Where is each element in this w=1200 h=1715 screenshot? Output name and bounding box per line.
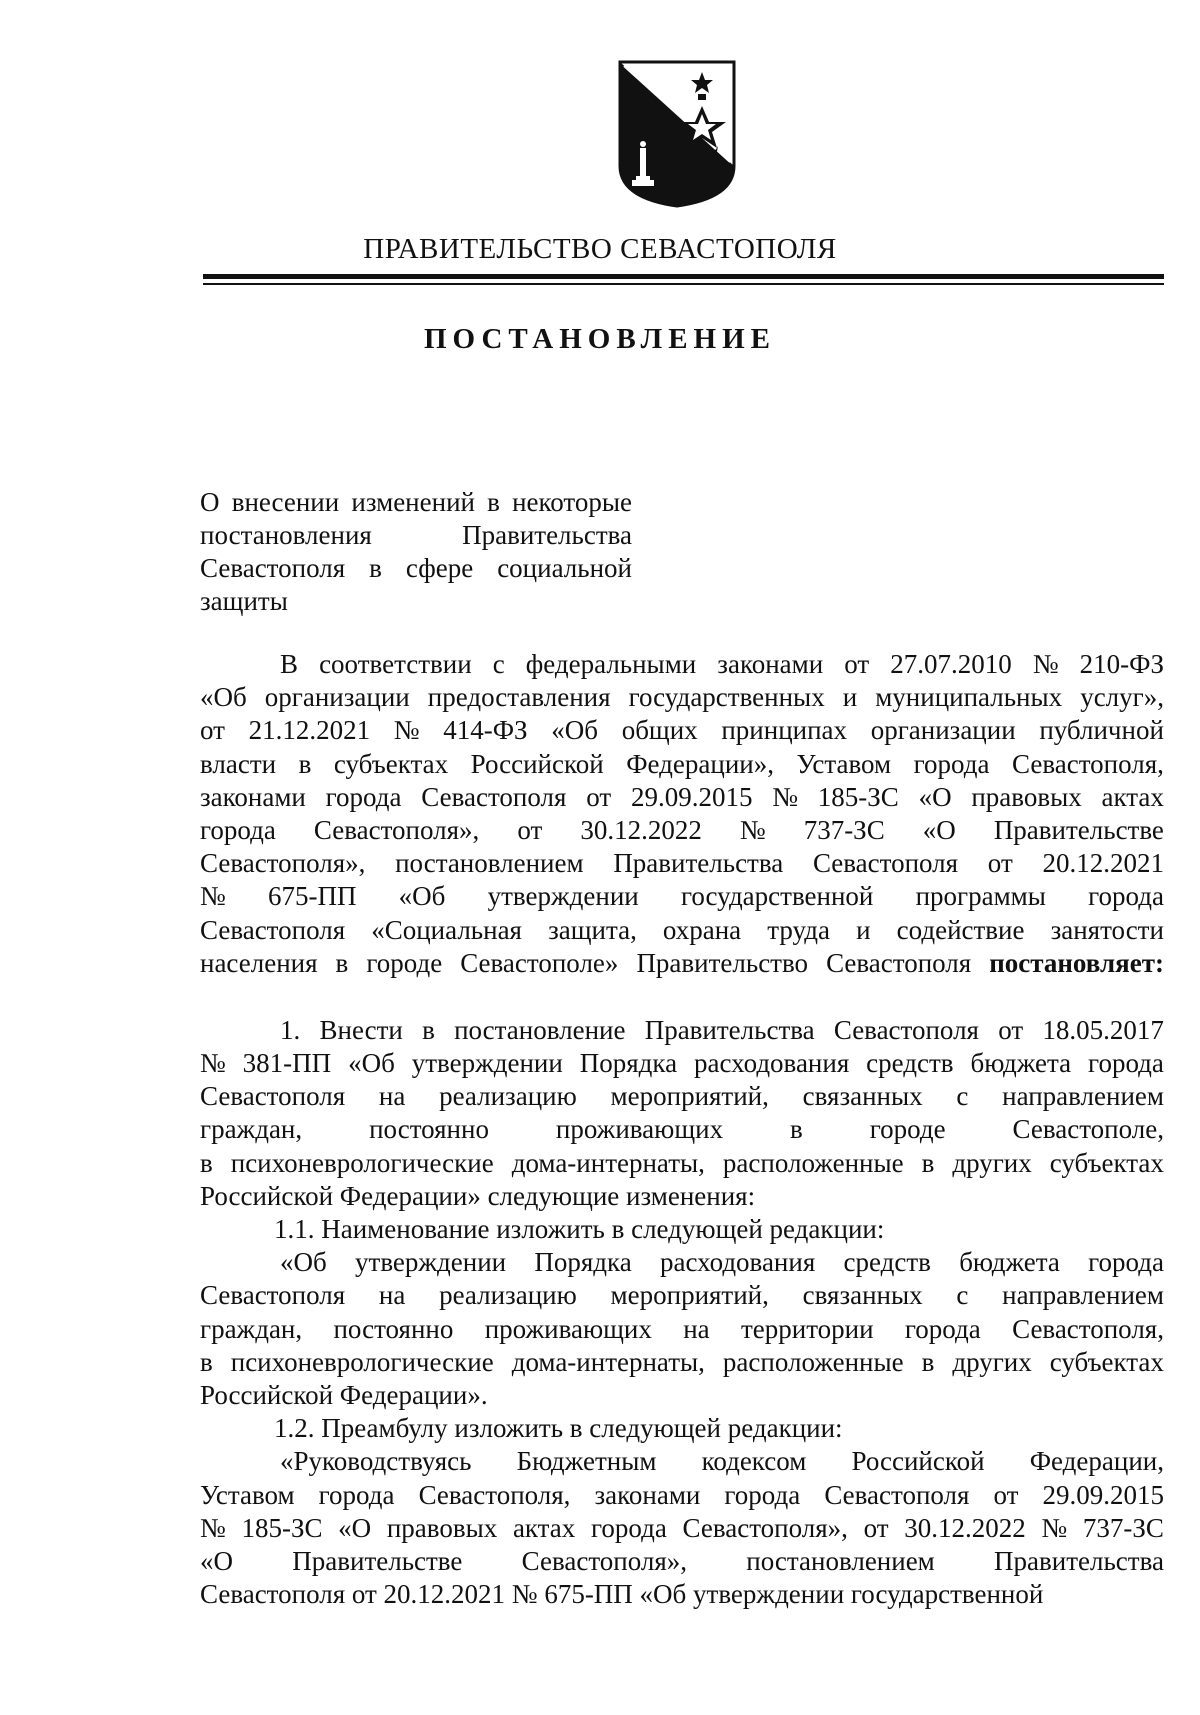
body-line [200,1313,1164,1346]
body-word: проживающих [555,1114,724,1145]
body-word: № [1041,1512,1068,1543]
body-word: Российской [851,1446,985,1477]
body-word: № [1032,649,1059,679]
body-word: «Об [398,881,446,912]
body-word: общих [621,715,698,746]
body-word: дома-интернаты, [511,1147,705,1178]
body-word: от [987,848,1013,879]
body-line [200,1479,1164,1512]
body-text: Российской Федерации». [200,1379,488,1410]
body-word: 185-ЗС [817,781,899,812]
body-word: других [952,1346,1032,1377]
body-word: государственных [628,682,825,713]
body-line [200,1047,1164,1080]
body-word: направлением [1002,1081,1164,1112]
body-word: Внести [319,1014,403,1045]
body-word: субъектах [333,748,449,779]
body-word: в [298,748,312,779]
body-word: Севастополя, [418,1479,571,1510]
body-line [200,1412,1164,1445]
body-line [200,880,1164,913]
body-word: в [790,1114,803,1145]
body-word: связанных [802,1081,923,1112]
body-word: города [318,1479,395,1510]
body-word: с [956,1280,969,1311]
body-word: Севастополя [200,914,346,945]
body-line [200,847,1164,880]
body-word: в [200,1147,213,1178]
body-word: Уставом [200,1479,295,1510]
body-word: постановление [454,1014,626,1045]
body-text: Российской Федерации» следующие изменения: [200,1180,756,1211]
body-word: «О [922,814,956,845]
body-line [200,648,1164,681]
body-word: Севастополя [812,848,959,879]
body-word: Севастополя [826,947,972,978]
body-word: с [492,649,505,679]
body-word: Севастополя [200,1280,346,1311]
body-word: актах [1101,781,1164,812]
body-word: занятости [1050,914,1164,945]
body-word: В [280,649,299,679]
body-word: реализацию [439,1081,577,1112]
body-line [200,1512,1164,1545]
body-word: Севастополе, [1012,1114,1164,1145]
body-word: и [842,682,858,713]
body-word: Севастополя, [1012,1313,1164,1344]
body-word: Севастополя [833,1014,979,1045]
body-word: Севастополя», [200,848,366,879]
body-text: 1.1. Наименование изложить в следующей редакции: [274,1214,885,1244]
body-word: услуг», [1080,682,1164,713]
body-word: законами [717,649,824,679]
body-word: Бюджетным [516,1446,657,1477]
body-word: расходования [660,1247,816,1278]
body-word: в [921,1147,935,1178]
body-word: 210-ФЗ [1079,649,1164,679]
body-word: направлением [1002,1280,1164,1311]
body-word: на [683,1313,710,1344]
body-line [200,947,1164,980]
body-line [200,1445,1164,1478]
body-word: актах [512,1512,576,1543]
body-word: Правительство [636,947,809,978]
paragraph-gap [200,980,1164,1014]
body-word: реализацию [439,1280,577,1311]
body-word: городе [366,947,443,978]
body-word: законами [200,781,306,812]
body-word: кодексом [701,1446,807,1477]
body-word: постановлением [746,1545,935,1576]
body-word: 29.09.2015 [1042,1479,1164,1510]
body-word: расположенные [722,1346,904,1377]
body-word: № [200,1512,226,1543]
body-word: труда [767,914,831,945]
body-line [200,1014,1164,1047]
body-word: 381-ПП [242,1048,332,1079]
resolves-keyword: постановляет: [989,947,1164,978]
body-line [200,714,1164,747]
body-word: публичной [1039,715,1164,746]
body-word: психоневрологические [230,1147,494,1178]
body-word: расположенные [722,1147,904,1178]
document-subject [200,486,632,618]
body-word: города [724,1479,801,1510]
body-line [200,1213,1164,1246]
body-word: утверждении [487,881,639,912]
body-word: 737-ЗС [1082,1512,1164,1543]
document-body [200,648,1164,1611]
body-word: законами [594,1479,701,1510]
body-word: от [844,649,870,679]
body-word: в [422,1014,435,1045]
body-word: Севастополя, [1012,748,1164,779]
body-word: соответствии [319,649,472,679]
body-word: Уставом [796,748,892,779]
body-line [200,1346,1164,1379]
body-word: Федерации», [626,748,774,779]
body-word: города [913,748,990,779]
body-word: Правительства [994,1545,1164,1576]
body-word: города [1088,881,1164,912]
body-word: психоневрологические [230,1346,494,1377]
body-word: № [393,715,420,746]
body-word: № [200,881,226,912]
body-line [200,1578,1164,1611]
body-word: Порядка [534,1247,632,1278]
body-word: Правительстве [993,814,1164,845]
body-word: проживающих [484,1313,652,1344]
body-word: бюджета [970,1048,1072,1079]
subject-line: Севастополя в сфере социальной [200,553,632,583]
body-line [200,781,1164,814]
body-word: бюджета [959,1247,1060,1278]
body-word: Федерации, [1029,1446,1164,1477]
body-word: Правительства [613,848,784,879]
body-word: 1. [280,1014,301,1045]
body-word: Севастополя», [521,1545,688,1576]
body-word: программы [915,881,1046,912]
body-word: 737-ЗС [803,814,885,845]
body-word: от [200,715,225,746]
body-word: «Социальная [371,914,522,945]
body-word: средств [866,1048,954,1079]
body-word: Севастополя [824,1479,970,1510]
body-word: «Об [551,715,599,746]
body-word: утверждении [411,1048,563,1079]
body-text: 1.2. Преамбулу изложить в следующей редакции: [274,1413,843,1444]
coat-of-arms-emblem [612,58,742,208]
body-word: правовых [386,1512,498,1543]
body-word: 21.12.2021 [248,715,371,746]
body-word: на [378,1280,406,1311]
body-word: субъектах [1049,1346,1164,1377]
document-type-heading: ПОСТАНОВЛЕНИЕ [423,323,776,355]
body-word: в [335,947,349,978]
body-word: утверждении [355,1247,507,1278]
body-line [200,1080,1164,1113]
body-word: 27.07.2010 [890,649,1012,679]
body-word: Правительстве [292,1545,463,1576]
body-word: других [952,1147,1032,1178]
body-word: Севастополя», [313,814,480,845]
body-word: Севастополя [421,781,567,812]
body-word: граждан, [200,1313,303,1344]
body-word: 18.05.2017 [1042,1014,1164,1045]
body-word: территории [740,1313,874,1344]
subject-line: О внесении изменений в некоторые [200,487,632,517]
header-rule-thin [203,283,1164,285]
body-word: постоянно [333,1313,454,1344]
body-word: постановлением [395,848,584,879]
body-line [200,1180,1164,1213]
body-word: города [1088,1247,1164,1278]
body-line [200,914,1164,947]
body-word: № [739,814,766,845]
body-word: 30.12.2022 [904,1512,1026,1543]
body-word: города [1088,1048,1164,1079]
body-word: защита, [548,914,637,945]
body-word: Российской [470,748,604,779]
body-word: № [772,781,798,812]
body-word: на [378,1081,406,1112]
body-word: 30.12.2022 [580,814,702,845]
body-line [200,748,1164,781]
body-word: от [998,1014,1024,1045]
body-word: и [856,914,871,945]
body-line [200,1246,1164,1279]
body-word: от [993,1479,1019,1510]
body-word: «Об [200,682,247,713]
body-word: связанных [802,1280,923,1311]
body-word: Порядка [579,1048,678,1079]
body-line [200,1379,1164,1412]
body-word: расходования [694,1048,850,1079]
body-word: Правительства [644,1014,815,1045]
body-word: города [200,814,276,845]
body-word: федеральными [525,649,697,679]
body-word: Севастополе» [460,947,619,978]
body-word: «Об [348,1048,395,1079]
body-line [200,814,1164,847]
body-word: городе [869,1114,946,1145]
body-word: Севастополя [200,1081,346,1112]
body-word: постоянно [369,1114,489,1145]
body-word: мероприятий, [610,1280,769,1311]
header-rule-thick [203,274,1164,279]
body-word: 675-ПП [267,881,357,912]
body-word: власти [200,748,277,779]
body-word: «О [200,1545,233,1576]
body-word: с [956,1081,969,1112]
body-word: Севастополя», [682,1512,848,1543]
body-word: 414-ФЗ [443,715,528,746]
body-text: Севастополя от 20.12.2021 № 675-ПП «Об утверждении государственной [200,1579,1044,1610]
body-word: 20.12.2021 [1042,848,1164,879]
body-word: муниципальных [875,682,1063,713]
body-word: населения [200,947,318,978]
body-word: содействие [896,914,1025,945]
body-word: города [590,1512,667,1543]
government-title: ПРАВИТЕЛЬСТВО СЕВАСТОПОЛЯ [363,233,837,265]
body-word: города [904,1313,981,1344]
body-word: 185-ЗС [241,1512,323,1543]
body-word: дома-интернаты, [511,1346,705,1377]
body-line [200,1545,1164,1578]
subject-line: защиты [200,586,288,616]
body-word: города [325,781,402,812]
body-line [200,681,1164,714]
body-word: принципах [721,715,848,746]
body-word: охрана [662,914,742,945]
body-word: средств [843,1247,931,1278]
body-word: государственной [680,881,874,912]
body-word: предоставления [427,682,611,713]
body-word: «О [918,781,952,812]
body-word: «Об [280,1247,327,1278]
body-line [200,1147,1164,1180]
body-word: от [863,1512,889,1543]
body-word: 29.09.2015 [630,781,753,812]
body-word: в [921,1346,935,1377]
body-word: организации [870,715,1016,746]
body-word: граждан, [200,1114,303,1145]
body-word: «Руководствуясь [280,1446,472,1477]
body-word: правовых [971,781,1082,812]
body-word: от [586,781,612,812]
body-word: мероприятий, [610,1081,769,1112]
body-line [200,1279,1164,1312]
body-word: в [200,1346,213,1377]
body-word: № [200,1048,226,1079]
subject-line: постановления Правительства [200,520,632,550]
body-word: субъектах [1049,1147,1164,1178]
body-line [200,1113,1164,1146]
body-word: «О [338,1512,372,1543]
body-word: от [517,814,543,845]
body-word: организации [264,682,410,713]
